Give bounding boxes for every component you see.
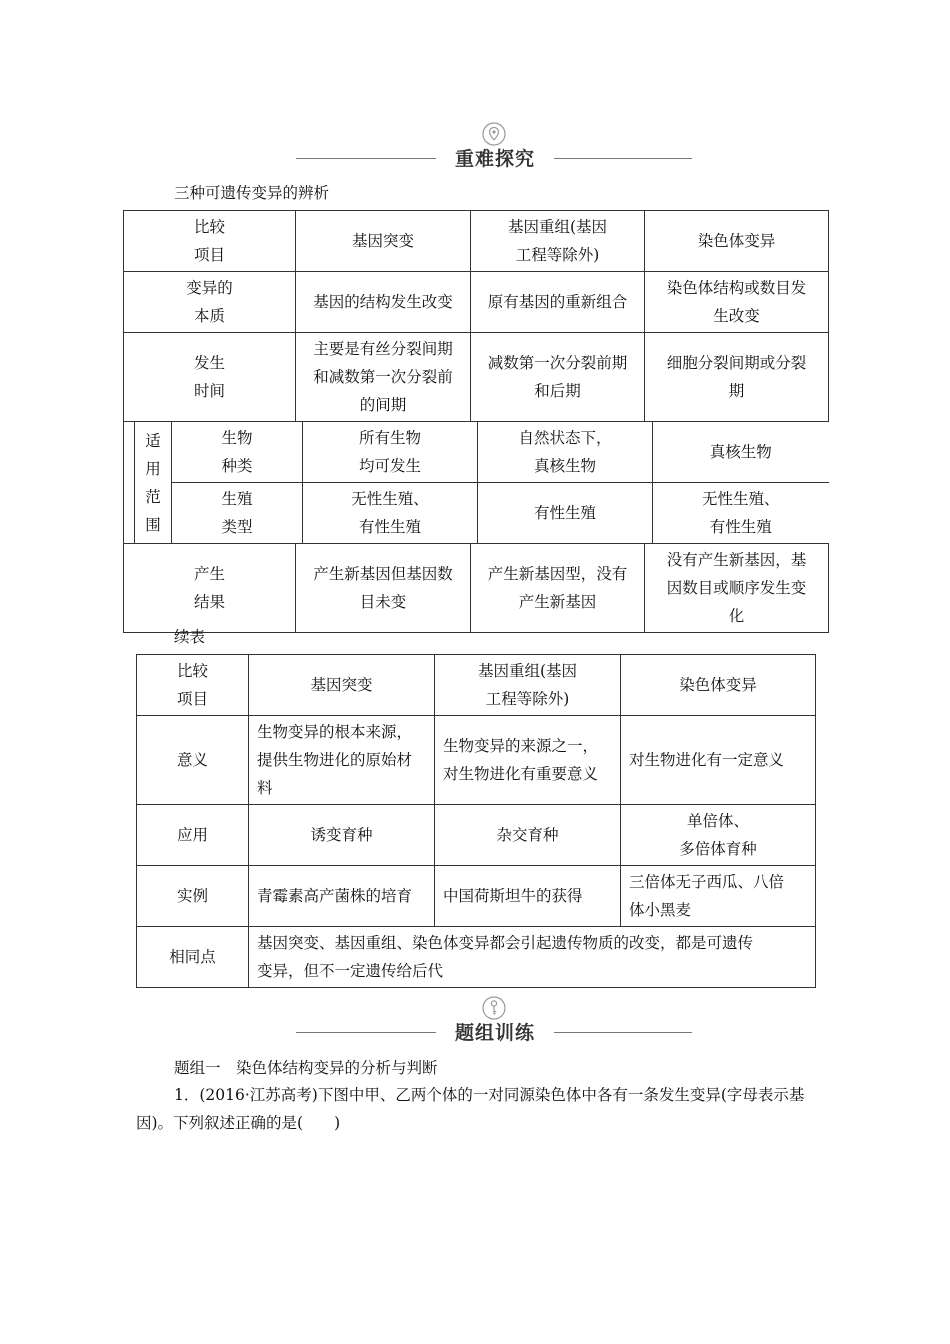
row-label: 产生 结果: [124, 544, 296, 633]
table-row: [137, 866, 816, 927]
section-heading-practice: [296, 996, 694, 1056]
row-label: 生物 种类: [172, 422, 303, 483]
heading-rule-right: [554, 158, 692, 159]
header-cell: 比较 项目: [137, 655, 249, 716]
heading-rule-left: [296, 158, 436, 159]
heading-rule-right: [554, 1032, 692, 1033]
key-icon: [482, 996, 506, 1020]
table-caption: 三种可遗传变异的辨析: [174, 184, 330, 202]
header-cell: 染色体变异: [621, 655, 816, 716]
header-cell: 基因重组(基因 工程等除外): [471, 211, 645, 272]
table-cell: 没有产生新基因，基 因数目或顺序发生变 化: [645, 544, 829, 633]
table-row: [137, 805, 816, 866]
table-cell: 生物变异的来源之一， 对生物进化有重要意义: [435, 716, 621, 805]
header-cell: 比较 项目: [124, 211, 296, 272]
section-title: 题组训练: [454, 1022, 535, 1044]
table-row: [124, 272, 829, 333]
table-cell: 基因的结构发生改变: [296, 272, 471, 333]
table-row: [124, 422, 829, 483]
table-header-row: [137, 655, 816, 716]
header-cell: 基因突变: [249, 655, 435, 716]
table-row: [124, 544, 829, 633]
table-cell: 产生新基因型，没有 产生新基因: [471, 544, 645, 633]
table-cell: 单倍体、 多倍体育种: [621, 805, 816, 866]
table-row: [137, 927, 816, 988]
row-label: 应用: [137, 805, 249, 866]
table-cell: 所有生物 均可发生: [303, 422, 478, 483]
table-cell: 细胞分裂间期或分裂 期: [645, 333, 829, 422]
table-cell: 自然状态下， 真核生物: [478, 422, 653, 483]
row-label: 相同点: [137, 927, 249, 988]
table-spacer: [124, 422, 135, 544]
header-cell: 基因突变: [296, 211, 471, 272]
table-cell: 青霉素高产菌株的培育: [249, 866, 435, 927]
table-cell: 中国荷斯坦牛的获得: [435, 866, 621, 927]
header-cell: 基因重组(基因 工程等除外): [435, 655, 621, 716]
table-cell: 生物变异的根本来源， 提供生物进化的原始材 料: [249, 716, 435, 805]
row-label: 意义: [137, 716, 249, 805]
location-pin-icon: [482, 122, 506, 146]
row-label: 生殖 类型: [172, 483, 303, 544]
table-cell: 主要是有丝分裂间期 和减数第一次分裂前 的间期: [296, 333, 471, 422]
table-caption: 续表: [174, 628, 206, 646]
row-label: 变异的 本质: [124, 272, 296, 333]
table-row: [124, 333, 829, 422]
row-group-label: 适 用 范 围: [135, 422, 172, 544]
heading-rule-left: [296, 1032, 436, 1033]
table-row: [137, 716, 816, 805]
table-cell: 有性生殖: [478, 483, 653, 544]
section-heading-key-points: [296, 122, 694, 182]
variation-comparison-table-continued: [136, 654, 816, 988]
table-header-row: [124, 211, 829, 272]
table-cell: 对生物进化有一定意义: [621, 716, 816, 805]
question-text: 1．(2016·江苏高考)下图中甲、乙两个体的一对同源染色体中各有一条发生变异(字母表示基因)。下列叙述正确的是( ): [136, 1086, 805, 1132]
table-cell: 原有基因的重新组合: [471, 272, 645, 333]
table-cell: 染色体结构或数目发 生改变: [645, 272, 829, 333]
table-cell: 杂交育种: [435, 805, 621, 866]
variation-comparison-table: [123, 210, 829, 633]
table-cell: 无性生殖、 有性生殖: [303, 483, 478, 544]
table-cell: 诱变育种: [249, 805, 435, 866]
table-cell: 基因突变、基因重组、染色体变异都会引起遗传物质的改变，都是可遗传 变异，但不一定遗传给后代: [249, 927, 816, 988]
question-group-title: 题组一 染色体结构变异的分析与判断: [174, 1059, 438, 1077]
row-label: 发生 时间: [124, 333, 296, 422]
section-title: 重难探究: [454, 148, 535, 170]
table-cell: 无性生殖、 有性生殖: [653, 483, 829, 544]
table-cell: 真核生物: [653, 422, 829, 483]
table-cell: 三倍体无子西瓜、八倍 体小黑麦: [621, 866, 816, 927]
table-cell: 减数第一次分裂前期 和后期: [471, 333, 645, 422]
table-row: [124, 483, 829, 544]
row-label: 实例: [137, 866, 249, 927]
header-cell: 染色体变异: [645, 211, 829, 272]
table-cell: 产生新基因但基因数 目未变: [296, 544, 471, 633]
